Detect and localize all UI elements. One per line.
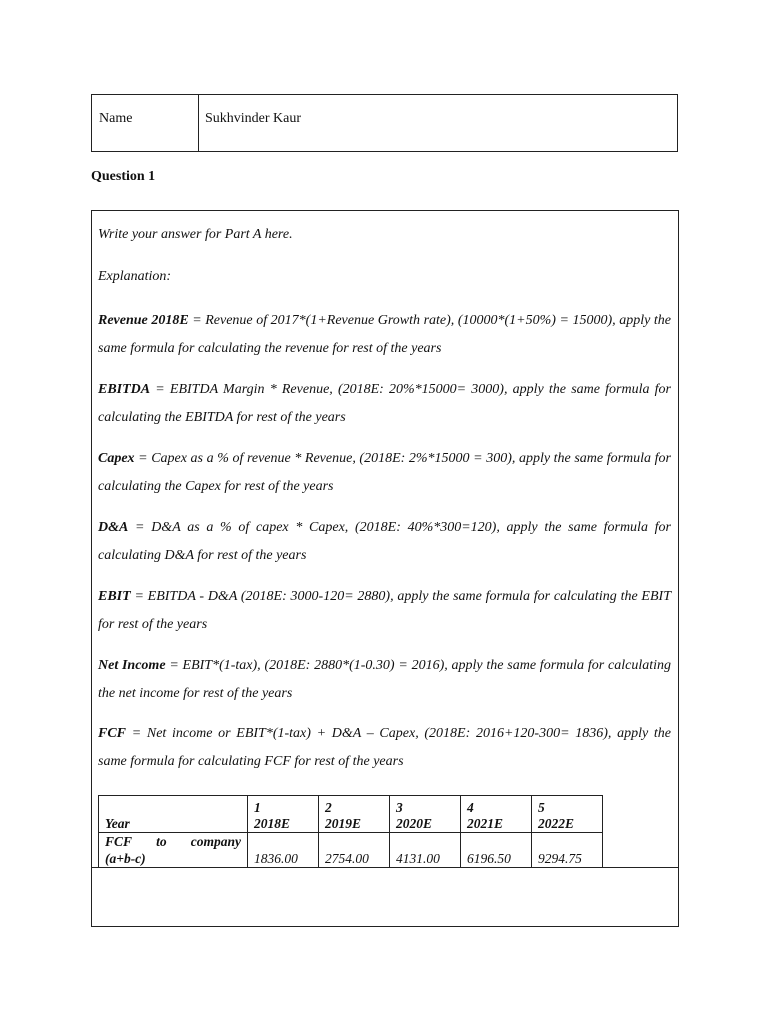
answer-box: [91, 210, 679, 927]
table-row: [99, 833, 603, 868]
year-col-3: [390, 796, 461, 833]
fcf-label-line1: [105, 833, 241, 850]
col-number: 3: [396, 800, 403, 815]
col-year: 2021E: [467, 816, 504, 831]
fcf-label-word: to: [156, 834, 167, 849]
col-year: 2019E: [325, 816, 362, 831]
paragraph-text: = EBIT*(1-tax), (2018E: 2880*(1-0.30) = 2016), apply the same formula for calculating the net income for rest of the years: [98, 658, 672, 701]
year-header-cell: [99, 796, 248, 833]
paragraph-text: = D&A as a % of capex * Capex, (2018E: 40%*300=120), apply the same formula for calculating D&A for rest of the years: [98, 520, 671, 563]
fcf-label-word: FCF: [105, 834, 133, 849]
col-number: 2: [325, 800, 332, 815]
paragraph-ebitda: [98, 376, 671, 431]
paragraph-capex: [98, 445, 671, 500]
paragraph-term: EBITDA: [98, 382, 151, 397]
col-year: 2020E: [396, 816, 433, 831]
paragraph-term: Capex: [98, 451, 135, 466]
paragraph-term: Revenue 2018E: [98, 313, 189, 328]
col-number: 5: [538, 800, 545, 815]
paragraph-term: EBIT: [98, 589, 131, 604]
paragraph-text: = Capex as a % of revenue * Revenue, (2018E: 2%*15000 = 300), apply the same formula for calculating the Capex for rest of the years: [98, 451, 671, 494]
question-title: Question 1: [91, 169, 156, 184]
col-number: 4: [467, 800, 474, 815]
fcf-value: 6196.50: [461, 833, 532, 868]
paragraph-text: = Revenue of 2017*(1+Revenue Growth rate), (10000*(1+50%) = 15000), apply the same formula for calculating the revenue for rest of the years: [98, 313, 671, 356]
fcf-table: [98, 795, 603, 868]
col-year: 2022E: [538, 816, 575, 831]
fcf-value: 9294.75: [532, 833, 603, 868]
paragraph-fcf: [98, 720, 671, 775]
answer-intro: Write your answer for Part A here.: [98, 227, 293, 242]
paragraph-term: FCF: [98, 726, 127, 741]
paragraph-net-income: [98, 652, 671, 707]
fcf-value: 1836.00: [248, 833, 319, 868]
paragraph-term: D&A: [98, 520, 129, 535]
year-col-5: [532, 796, 603, 833]
fcf-label-line2: (a+b-c): [105, 851, 146, 866]
fcf-value: 2754.00: [319, 833, 390, 868]
col-year: 2018E: [254, 816, 291, 831]
name-value: Sukhvinder Kaur: [205, 111, 302, 126]
fcf-value: 4131.00: [390, 833, 461, 868]
year-col-1: [248, 796, 319, 833]
year-label: Year: [105, 816, 130, 831]
col-number: 1: [254, 800, 261, 815]
fcf-label-word: company: [190, 834, 241, 849]
paragraph-term: Net Income: [98, 658, 166, 673]
paragraph-da: [98, 514, 671, 569]
year-col-4: [461, 796, 532, 833]
answer-divider: [92, 867, 678, 868]
paragraph-ebit: [98, 583, 671, 638]
name-label: Name: [92, 95, 199, 151]
name-table: [91, 94, 678, 152]
paragraph-text: = EBITDA Margin * Revenue, (2018E: 20%*15000= 3000), apply the same formula for calculating the EBITDA for rest of the years: [98, 382, 671, 425]
fcf-label-cell: [99, 833, 248, 868]
explanation-label: Explanation:: [98, 269, 172, 284]
paragraph-text: = Net income or EBIT*(1-tax) + D&A – Capex, (2018E: 2016+120-300= 1836), apply the same formula for calculating FCF for rest of the years: [98, 726, 671, 769]
paragraph-revenue: [98, 307, 671, 362]
year-col-2: [319, 796, 390, 833]
table-row: [99, 796, 603, 833]
paragraph-text: = EBITDA - D&A (2018E: 3000-120= 2880), apply the same formula for calculating the EBIT for rest of the years: [98, 589, 671, 632]
